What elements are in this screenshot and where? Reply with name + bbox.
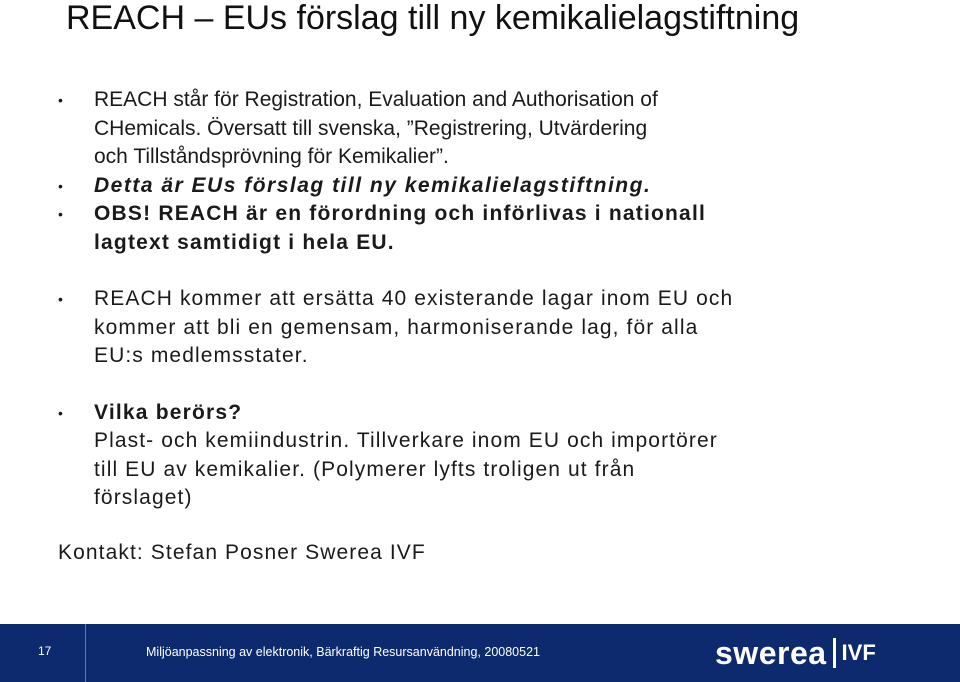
logo-word: swerea [715,634,827,671]
bullet-icon: • [58,177,63,194]
footer-text: Miljöanpassning av elektronik, Bärkraftig Resursanvändning, 20080521 [146,645,540,659]
bullet-reach-definition [58,86,918,172]
swerea-ivf-logo [715,632,876,674]
bullet-line: Detta är EUs förslag till ny kemikalielagstiftning. [94,173,652,197]
bullet-icon: • [58,206,63,222]
bullet-line: till EU av kemikalier. (Polymerer lyfts troligen ut från [94,457,636,481]
bullet-eu-proposal [58,172,918,201]
page-number: 17 [38,644,52,658]
bullet-obs-note [58,200,918,257]
bullet-heading: Vilka berörs? [94,400,243,424]
bullet-line: kommer att bli en gemensam, harmoniserande lag, för alla [94,315,699,339]
bullet-icon: • [58,291,63,307]
bullet-line: Plast- och kemiindustrin. Tillverkare inom EU och importörer [94,429,718,452]
bullet-line: OBS! REACH är en förordning och införlivas i nationall [94,202,707,225]
bullet-line: lagtext samtidigt i hela EU. [94,230,395,254]
bullet-replace-laws [58,285,918,371]
footer-bar [0,624,960,682]
bullet-line: förslaget) [94,486,193,509]
bullet-line: REACH kommer att ersätta 40 existerande lagar inom EU och [94,287,734,310]
bullet-line: EU:s medlemsstater. [94,344,309,367]
bullet-icon: • [58,404,63,421]
bullet-list [58,86,918,513]
bullet-line: CHemicals. Översatt till svenska, ”Registrering, Utvärdering [94,116,648,140]
logo-suffix: IVF [841,640,876,665]
bullet-who-affected [58,399,918,513]
logo-divider [833,638,836,668]
bullet-line: och Tillståndsprövning för Kemikalier”. [94,145,449,168]
bullet-line: REACH står för Registration, Evaluation and Authorisation of [94,88,658,111]
contact-line: Kontakt: Stefan Posner Swerea IVF [58,541,426,564]
bullet-icon: • [58,92,63,108]
footer-divider [85,624,86,682]
slide-title: REACH – EUs förslag till ny kemikalielagstiftning [66,0,800,37]
